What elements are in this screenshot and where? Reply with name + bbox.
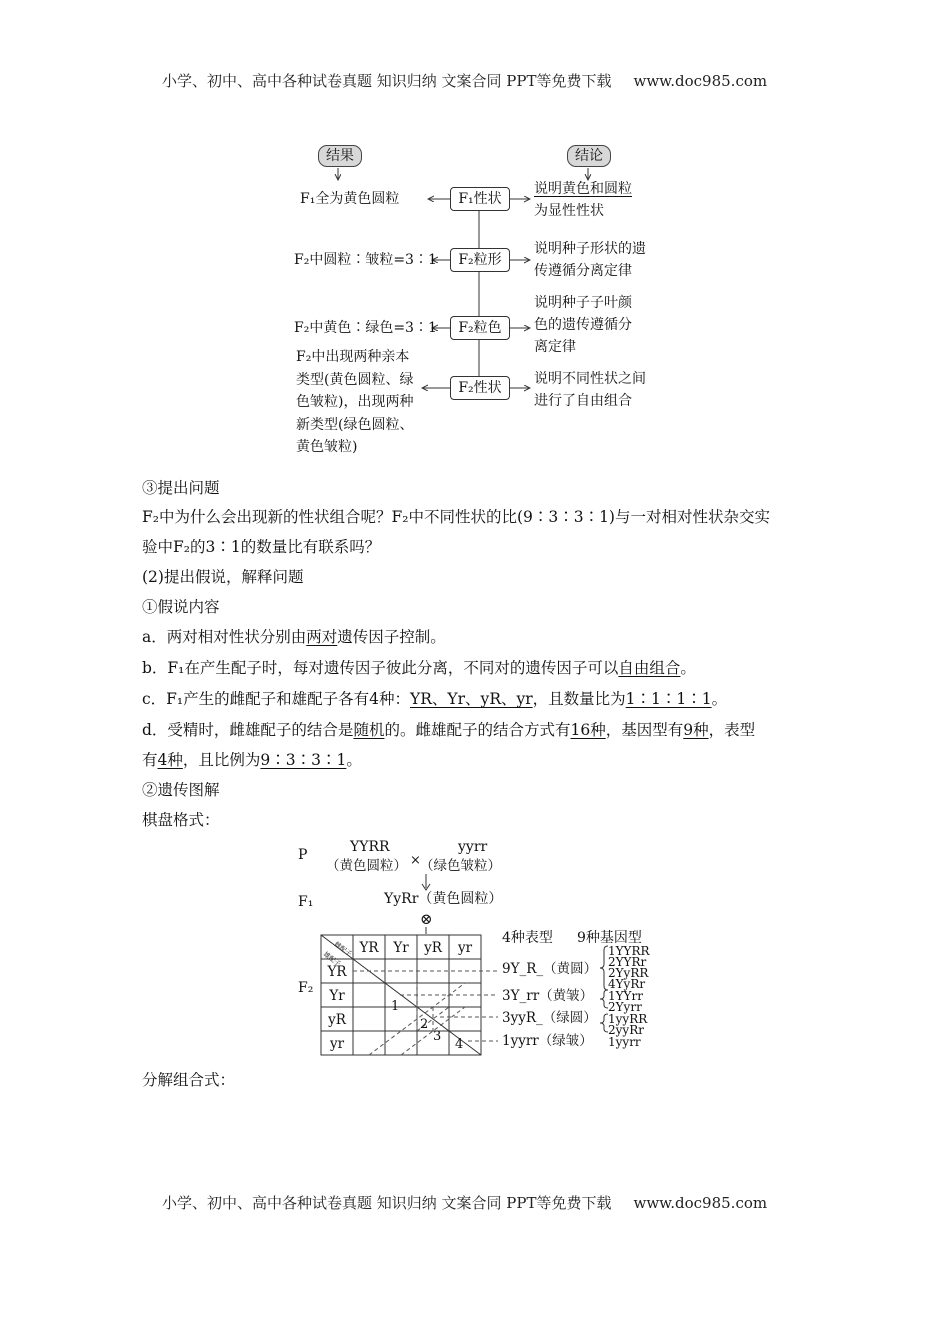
f2-trait-box: F₂性状 [450,376,510,400]
header-url[interactable]: www.doc985.com [633,72,768,90]
point-b-pre: b．F₁在产生配子时，每对遗传因子彼此分离，不同对的遗传因子可以 [142,659,619,677]
genotype-1: 1YYRR [608,944,650,958]
p-female-genotype: yyrr [458,839,488,855]
f2-shape-result: F₂中圆粒∶皱粒=3∶1 [294,252,437,268]
col-header-2: Yr [393,940,409,956]
genotype-6: 2Yyrr [608,1000,642,1014]
f2-trait-conclusion-line-2: 进行了自由组合 [534,393,632,409]
point-d2-answer-1: 4种 [157,751,183,769]
corner-male-label: 雄配子 [321,950,343,969]
point-d-mid-2: ，基因型有 [605,721,684,739]
point-b [142,658,696,678]
point-d-answer-3: 9种 [683,721,709,739]
point-c-post: 。 [711,690,728,708]
point-d2-mid: ，且比例为 [182,751,261,769]
header-text: 小学、初中、高中各种试卷真题 知识归纳 文案合同 PPT等免费下载 [162,72,612,90]
point-d2-pre: 有 [142,751,158,769]
row-header-4: yr [329,1036,345,1052]
genotype-3: 2YyRR [608,966,649,980]
f2-color-conclusion-line-3: 离定律 [534,339,576,355]
p-male-genotype: YYRR [350,839,390,855]
f2-trait-conclusion-line-1: 说明不同性状之间 [534,371,646,387]
point-c-pre: c．F₁产生的雌配子和雄配子各有4种： [142,690,411,708]
f2-label: F₂ [298,980,314,996]
f2-color-conclusion-line-2: 色的遗传遵循分 [534,317,632,333]
f1-conclusion-line-2: 为显性性状 [534,203,604,219]
phenotype-1: 9Y_R_（黄圆） [502,961,598,977]
point-a-answer: 两对 [306,628,338,646]
experiment-flow-diagram [280,140,680,470]
point-c [142,689,727,709]
f2-shape-box: F₂粒形 [450,248,510,272]
corner-female-label: 雌配子 [332,940,354,959]
f2-trait-result-line-2: 类型(黄色圆粒、绿 [296,371,414,388]
f2-shape-conclusion-line-1: 说明种子形状的遗 [534,241,646,257]
col-header-1: YR [359,940,379,956]
point-d2-post: 。 [346,751,362,769]
row-header-2: Yr [329,988,345,1004]
f1-conclusion [534,178,632,222]
group-num-3: 3 [433,1029,442,1044]
point-d-mid-1: 的。雌雄配子的结合方式有 [384,721,571,739]
group-num-2: 2 [420,1017,429,1032]
self-cross-sign: ⊗ [420,910,433,928]
f2-color-conclusion-line-1: 说明种子子叶颜 [534,295,632,311]
p-male-phenotype: （黄色圆粒） [326,858,407,874]
f2-color-conclusion [534,292,632,358]
group-num-4: 4 [455,1037,464,1052]
point-d2-answer-2: 9∶3∶3∶1 [260,751,347,769]
phenotype-2: 3Y_rr（黄皱） [502,988,594,1004]
point-b-answer: 自由组合 [618,659,681,677]
result-label: 结果 [318,145,362,167]
point-c-answer-1: YR、Yr、yR、yr [410,690,533,708]
row-header-1: YR [327,964,347,980]
question-line-1: F₂中为什么会出现新的性状组合呢？F₂中不同性状的比(9∶3∶3∶1)与一对相对性状杂交实 [142,508,770,526]
genotype-7: 1yyRR [608,1012,648,1026]
genotype-2: 2YYRr [608,955,647,969]
f2-shape-conclusion-line-2: 传遵循分离定律 [534,263,632,279]
genotype-8: 2yyRr [608,1023,644,1037]
group-num-1: 1 [391,999,400,1014]
point-d-line-2 [142,750,362,770]
question-heading: ③提出问题 [142,479,220,497]
f2-color-box: F₂粒色 [450,316,510,340]
point-d-pre: d．受精时，雌雄配子的结合是 [142,721,354,739]
phenotype-4: 1yyrr（绿皱） [502,1033,593,1049]
f2-trait-result-line-3: 色皱粒)，出现两种 [296,394,414,410]
f2-color-result: F₂中黄色∶绿色=3∶1 [294,320,437,336]
f2-trait-result-line-4: 新类型(绿色圆粒、 [296,416,414,433]
decomposition-label: 分解组合式： [142,1071,236,1089]
point-a [142,627,446,647]
hypothesis-heading: ①假说内容 [142,598,220,616]
footer-url[interactable]: www.doc985.com [633,1194,768,1212]
col-header-3: yR [424,940,442,956]
conclusion-label: 结论 [567,145,611,167]
point-b-post: 。 [680,659,696,677]
point-c-mid: ，且数量比为 [532,690,626,708]
phenotype-header: 4种表型 [502,930,553,946]
genotype-4: 4YyRr [608,977,646,991]
f2-shape-conclusion [534,238,646,282]
p-female-phenotype: （绿色皱粒） [420,858,501,874]
point-d-answer-1: 随机 [353,721,385,739]
f1-trait-box: F₁性状 [450,187,510,211]
point-d-line-1 [142,720,755,740]
f2-trait-result-line-5: 黄色皱粒) [296,439,358,455]
f1-conclusion-line-1: 说明黄色和圆粒 [534,181,632,197]
p-label: P [298,847,308,863]
point-a-pre: a．两对相对性状分别由 [142,628,307,646]
point-d-post: ，表型 [708,721,756,739]
point-c-answer-2: 1∶1∶1∶1 [625,690,712,708]
genotype-header: 9种基因型 [577,930,642,946]
point-a-post: 遗传因子控制。 [337,628,446,646]
footer-text: 小学、初中、高中各种试卷真题 知识归纳 文案合同 PPT等免费下载 [162,1194,612,1212]
chessboard-label: 棋盘格式： [142,811,220,829]
f2-trait-result-line-1: F₂中出现两种亲本 [296,349,410,365]
page-header [162,70,767,91]
f2-trait-result [296,346,413,459]
col-header-4: yr [457,940,473,956]
genotype-5: 1YYrr [608,989,643,1003]
point-d-answer-2: 16种 [570,721,606,739]
f1-genotype: YyRr（黄色圆粒） [384,891,503,907]
genotype-9: 1yyrr [608,1035,641,1049]
question-line-2: 验中F₂的3∶1的数量比有联系吗？ [142,538,381,556]
f1-label: F₁ [298,894,314,910]
punnett-diagram [290,834,670,1064]
page-footer [162,1192,767,1213]
section-hypothesis: (2)提出假说，解释问题 [142,568,304,586]
f2-trait-conclusion [534,368,646,412]
row-header-3: yR [328,1012,346,1028]
f1-result: F₁全为黄色圆粒 [300,191,400,207]
cross-sign: × [410,853,421,868]
diagram-heading: ②遗传图解 [142,781,220,799]
phenotype-3: 3yyR_（绿圆） [502,1010,597,1026]
